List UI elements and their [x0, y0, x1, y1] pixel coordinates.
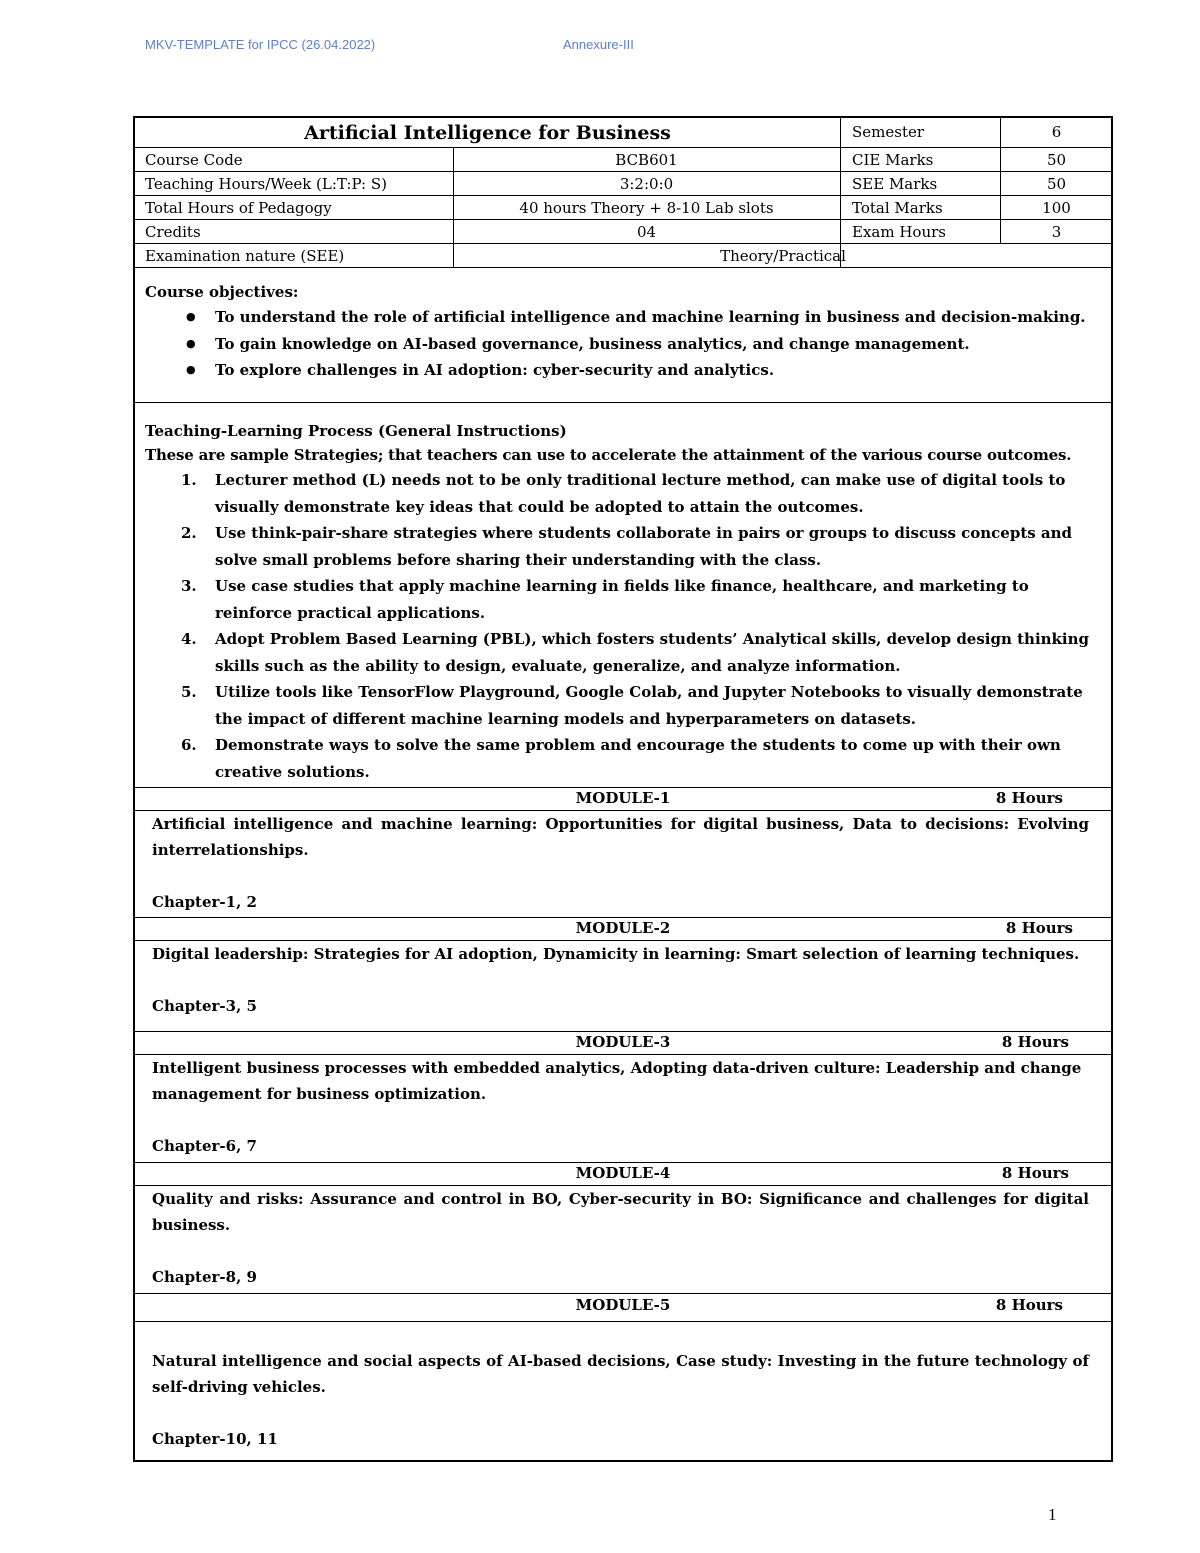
module-2-content: Digital leadership: Strategies for AI adoption, Dynamicity in learning: Smart selection of learning techniques.	[152, 945, 1080, 963]
module-3-hours: 8 Hours	[1001, 1033, 1069, 1051]
module-4-hours: 8 Hours	[1001, 1164, 1069, 1182]
module-3-body	[152, 1055, 1089, 1159]
tlp-heading: Teaching-Learning Process (General Instructions)	[145, 422, 567, 440]
module-5-header	[135, 1295, 1111, 1318]
module-2-body	[152, 941, 1089, 1019]
exam-hours-value: 3	[1051, 223, 1062, 241]
module-4-title: MODULE-4	[575, 1164, 671, 1182]
course-code-value: BCB601	[615, 151, 678, 169]
module-2-hours: 8 Hours	[1005, 919, 1073, 937]
list-item: 6. Demonstrate ways to solve the same problem and encourage the students to come up with their own creative solutions.	[181, 736, 1061, 781]
see-marks-value: 50	[1046, 175, 1067, 193]
module-4-content: Quality and risks: Assurance and control in BO, Cyber-security in BO: Significance and challenges for digital business.	[152, 1190, 1089, 1234]
exam-hours-label: Exam Hours	[852, 223, 946, 241]
bullet-icon: ●	[186, 310, 196, 323]
course-code-label: Course Code	[145, 151, 243, 169]
module-2-chapter: Chapter-3, 5	[152, 997, 257, 1015]
page-number: 1	[1048, 1505, 1057, 1524]
module-5-title: MODULE-5	[575, 1296, 671, 1314]
list-item: 1. Lecturer method (L) needs not to be only traditional lecture method, can make use of digital tools to visually demonstrate key ideas that could be adopted to attain the outcomes.	[181, 471, 1066, 516]
module-1-header	[135, 788, 1111, 811]
header-annexure-label: Annexure-III	[563, 37, 634, 52]
module-2-header	[135, 918, 1111, 941]
course-objectives-section	[145, 280, 1093, 384]
course-objectives-heading: Course objectives:	[145, 283, 299, 301]
module-3-content: Intelligent business processes with embedded analytics, Adopting data-driven culture: Leadership and change management for business optimization.	[152, 1059, 1082, 1103]
module-1-content: Artificial intelligence and machine learning: Opportunities for digital business, Data to decisions: Evolving interrelationships.	[152, 815, 1089, 859]
semester-value: 6	[1051, 123, 1062, 141]
module-3-title: MODULE-3	[575, 1033, 671, 1051]
list-item: ● To understand the role of artificial intelligence and machine learning in business and decision-making.	[145, 304, 1093, 331]
module-2-title: MODULE-2	[575, 919, 671, 937]
list-item: 2. Use think-pair-share strategies where students collaborate in pairs or groups to discuss concepts and solve small problems before sharing their understanding with the class.	[181, 524, 1073, 569]
list-item: 3. Use case studies that apply machine learning in fields like finance, healthcare, and marketing to reinforce practical applications.	[181, 577, 1029, 622]
semester-label: Semester	[852, 123, 925, 141]
total-marks-label: Total Marks	[852, 199, 943, 217]
module-1-chapter: Chapter-1, 2	[152, 893, 257, 911]
cie-marks-value: 50	[1046, 151, 1067, 169]
header-template-label: MKV-TEMPLATE for IPCC (26.04.2022)	[145, 37, 376, 52]
teaching-hours-label: Teaching Hours/Week (L:T:P: S)	[145, 175, 387, 193]
module-5-chapter: Chapter-10, 11	[152, 1430, 278, 1448]
module-4-chapter: Chapter-8, 9	[152, 1268, 257, 1286]
teaching-hours-value: 3:2:0:0	[619, 175, 674, 193]
module-1-hours: 8 Hours	[995, 789, 1063, 807]
list-item: ● To gain knowledge on AI-based governance, business analytics, and change management.	[145, 331, 1093, 358]
module-1-title: MODULE-1	[575, 789, 671, 807]
list-item: 5. Utilize tools like TensorFlow Playground, Google Colab, and Jupyter Notebooks to visually demonstrate the impact of different machine learning models and hyperparameters on datasets.	[181, 683, 1083, 728]
pedagogy-hours-value: 40 hours Theory + 8-10 Lab slots	[519, 199, 774, 217]
list-item: 4. Adopt Problem Based Learning (PBL), which fosters students’ Analytical skills, develop design thinking skills such as the ability to design, evaluate, generalize, and analyze information.	[181, 630, 1090, 675]
cie-marks-label: CIE Marks	[852, 151, 934, 169]
exam-nature-value: Theory/Practical	[720, 247, 846, 265]
total-marks-value: 100	[1042, 199, 1071, 217]
course-title: Artificial Intelligence for Business	[304, 122, 671, 144]
module-3-chapter: Chapter-6, 7	[152, 1137, 257, 1155]
tlp-intro: These are sample Strategies; that teachers can use to accelerate the attainment of the various course outcomes.	[145, 446, 1072, 464]
exam-nature-label: Examination nature (SEE)	[145, 247, 345, 265]
pedagogy-hours-label: Total Hours of Pedagogy	[145, 199, 332, 217]
bullet-icon: ●	[186, 336, 196, 350]
credits-label: Credits	[145, 223, 201, 241]
module-3-header	[135, 1032, 1111, 1055]
list-item: ● To explore challenges in AI adoption: cyber-security and analytics.	[145, 357, 1093, 384]
see-marks-label: SEE Marks	[852, 175, 938, 193]
module-4-body	[152, 1186, 1089, 1290]
syllabus-table	[133, 116, 1113, 1462]
module-5-content: Natural intelligence and social aspects of AI-based decisions, Case study: Investing in the future technology of self-driving vehicles.	[152, 1352, 1089, 1396]
bullet-icon: ●	[186, 363, 196, 376]
module-5-hours: 8 Hours	[995, 1296, 1063, 1314]
module-1-body	[152, 811, 1089, 915]
module-4-header	[135, 1163, 1111, 1186]
teaching-learning-section	[145, 419, 1093, 785]
module-5-body	[152, 1348, 1089, 1452]
credits-value: 04	[636, 223, 657, 241]
